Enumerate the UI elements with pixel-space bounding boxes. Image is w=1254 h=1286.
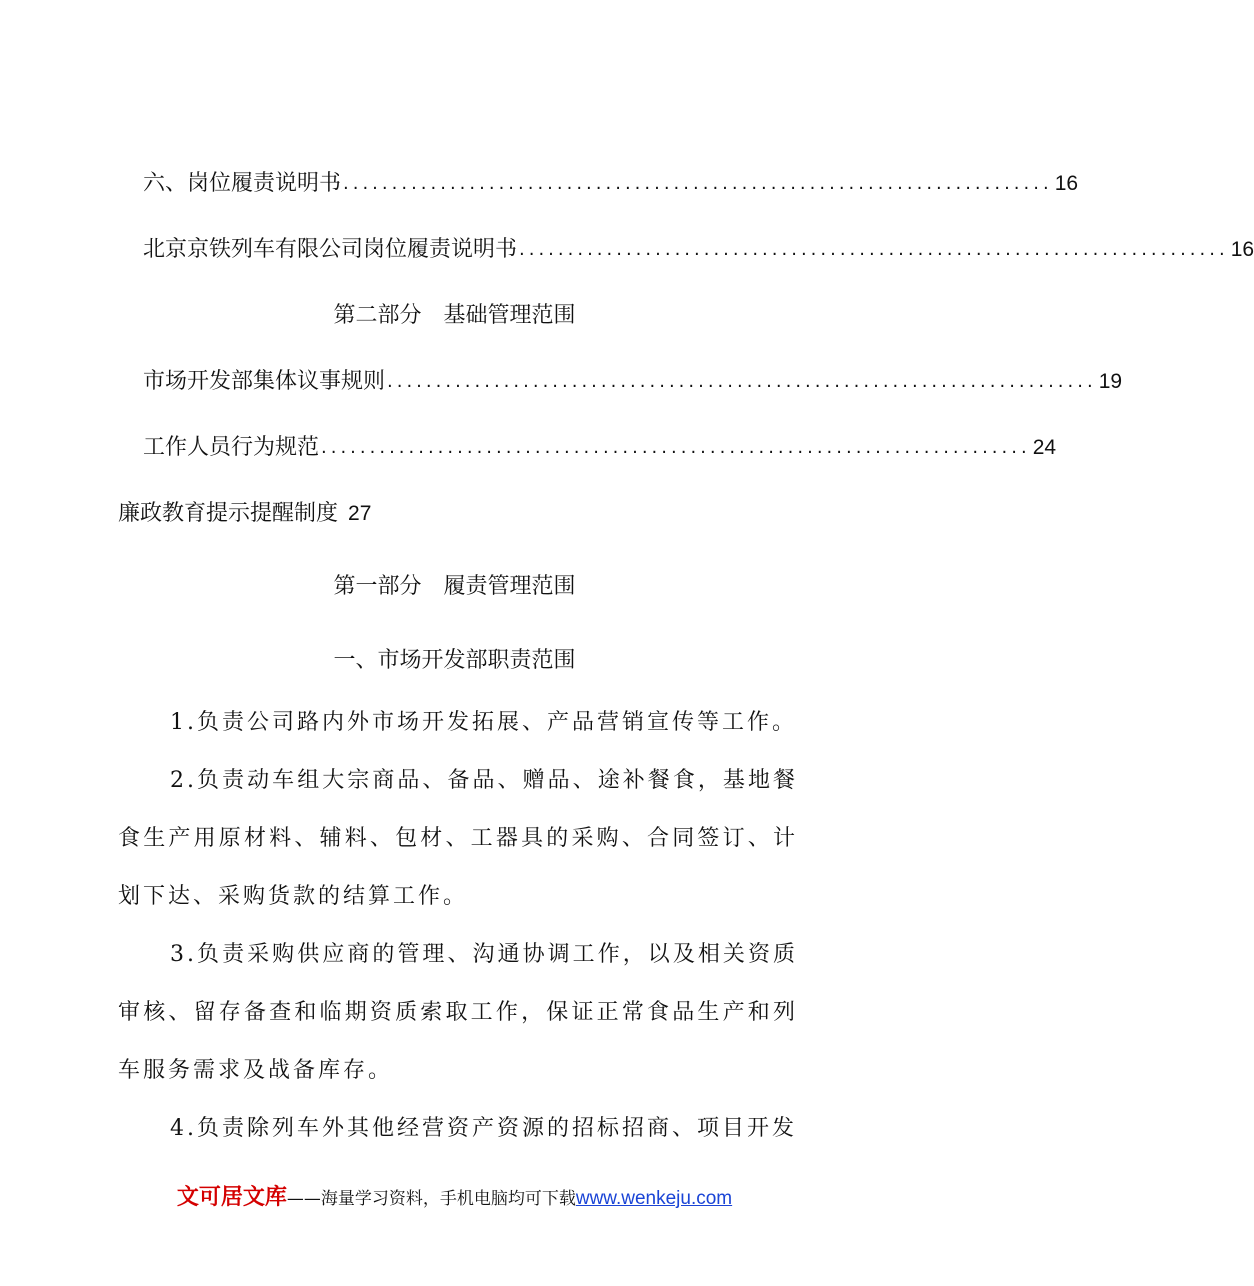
toc-entry-title: 市场开发部集体议事规则 [143,369,386,394]
duty-paragraph-4: 4.负责除列车外其他经营资产资源的招标招商、项目开发 [170,1116,797,1141]
toc-entry[interactable] [143,232,1254,268]
toc-part-heading: 第二部分 基础管理范围 [333,303,576,328]
footer-tagline: ——海量学习资料，手机电脑均可下载 [286,1189,576,1209]
toc-entry-page: 24 [1032,436,1057,459]
toc-entry-page: 19 [1098,370,1123,393]
duty-paragraph-2: 2.负责动车组大宗商品、备品、赠品、途补餐食，基地餐食生产用原材料、辅料、包材、工器具的采购、合同签订、计划下达、采购货款的结算工作。 [118,768,798,909]
duty-paragraph-3: 3.负责采购供应商的管理、沟通协调工作，以及相关资质审核、留存备查和临期资质索取工作，保证正常食品生产和列车服务需求及战备库存。 [118,942,798,1083]
toc-leader-dots: ......................................................................... [321,437,1031,458]
toc-entry-title: 工作人员行为规范 [143,435,320,460]
toc-leader-dots: ......................................................................... [519,239,1229,260]
toc-entry[interactable] [143,430,1057,466]
section-heading: 一、市场开发部职责范围 [333,648,576,673]
toc-entry-page: 27 [348,502,372,525]
toc-entry-title: 六、岗位履责说明书 [143,171,342,196]
footer-link[interactable]: www.wenkeju.com [575,1188,733,1209]
part-heading: 第一部分 履责管理范围 [333,574,576,599]
toc-entry-title: 北京京铁列车有限公司岗位履责说明书 [143,237,518,262]
toc-entry-page: 16 [1054,172,1079,195]
toc-entry-lianzheng[interactable] [118,496,371,532]
toc-entry-title: 廉政教育提示提醒制度 [118,501,339,526]
toc-leader-dots: ......................................................................... [387,371,1097,392]
toc-entry[interactable] [143,166,1079,202]
toc-entry-page: 16 [1230,238,1254,261]
toc-leader-dots: ......................................................................... [343,173,1053,194]
footer-banner [0,1180,909,1211]
footer-brand: 文可居文库 [176,1185,287,1210]
duty-paragraph-1: 1.负责公司路内外市场开发拓展、产品营销宣传等工作。 [170,710,797,735]
toc-entry[interactable] [143,364,1123,400]
